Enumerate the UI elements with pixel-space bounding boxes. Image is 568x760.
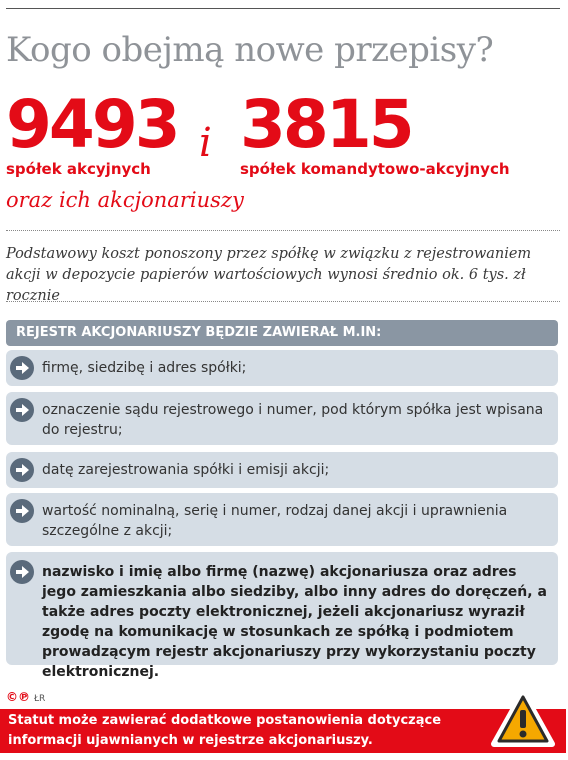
arrow-right-circle-icon [10, 398, 34, 422]
arrow-right-circle-icon [10, 458, 34, 482]
arrow-right-circle-icon [10, 560, 34, 584]
list-item [6, 452, 558, 488]
stat-label: spółek komandytowo-akcyjnych [240, 160, 510, 178]
list-item [6, 392, 558, 445]
logo-mark: ©℗ [6, 690, 30, 704]
arrow-right-circle-icon [10, 356, 34, 380]
logo-initials: ŁR [34, 694, 46, 704]
info-text: Podstawowy koszt ponoszony przez spółkę w związku z rejestrowaniem akcji w depozycie papierów wartościowych wynosi średnio ok. 6 tys. zł rocznie [6, 246, 532, 304]
stat-label: spółek akcyjnych [6, 160, 151, 178]
footer-text [8, 711, 441, 751]
warning-triangle-icon [490, 688, 556, 750]
list-item [6, 350, 558, 386]
list-item-text: firmę, siedzibę i adres spółki; [42, 360, 247, 376]
footer-line-2: informacji ujawnianych w rejestrze akcjonariuszy. [8, 733, 373, 748]
list-item-text: oznaczenie sądu rejestrowego i numer, pod którym spółka jest wpisana do rejestru; [42, 402, 544, 438]
arrow-right-circle-icon [10, 499, 34, 523]
page-title: Kogo obejmą nowe przepisy? [6, 30, 494, 70]
list-item-text: wartość nominalną, serię i numer, rodzaj danej akcji i uprawnienia szczególne z akcji; [42, 503, 508, 539]
list-item-text: datę zarejestrowania spółki i emisji akcji; [42, 462, 330, 478]
section-header: REJESTR AKCJONARIUSZY BĘDZIE ZAWIERAŁ M.IN: [6, 320, 558, 346]
source-logo [6, 690, 45, 704]
list-item-text: nazwisko i imię albo firmę (nazwę) akcjonariusza oraz adres jego zamieszkania albo siedziby, albo inny adres do doręczeń, a także adres poczty elektronicznej, jeżeli akcjonariusz wyraził zgodę na komunikację w stosunkach ze spółką i podmiotem prowadzącym rejestr akcjonariuszy przy wykorzystaniu poczty elektronicznej. [42, 564, 547, 680]
divider [6, 301, 560, 302]
footer-note [0, 709, 566, 753]
divider [6, 230, 560, 231]
subtitle: oraz ich akcjonariuszy [6, 188, 244, 212]
stat-joint-stock [6, 86, 178, 178]
stat-number: 3815 [240, 86, 412, 163]
top-rule [6, 8, 560, 9]
list-item [6, 493, 558, 546]
list-item [6, 552, 558, 680]
footer-line-1: Statut może zawierać dodatkowe postanowienia dotyczące [8, 713, 442, 728]
stat-limited-joint-stock [240, 86, 510, 178]
conjunction: i [199, 120, 212, 166]
stat-number: 9493 [6, 86, 178, 163]
